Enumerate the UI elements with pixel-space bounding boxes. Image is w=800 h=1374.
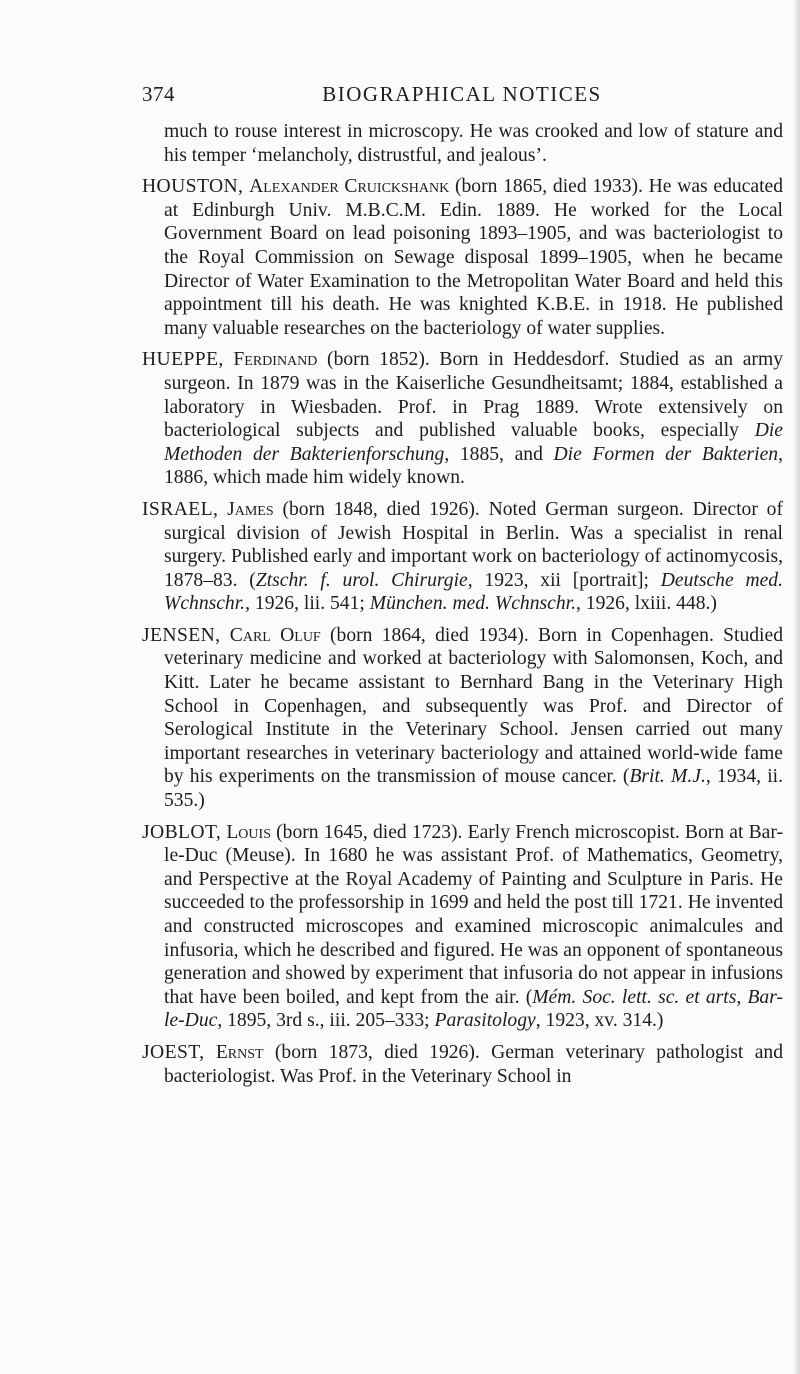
entry-text: (born 1645, died 1723). Early French microscopist. Born at Bar-le-Duc (Meuse). In 1680 he was assistant Prof. of Mathematics, Geometry, and Perspective at the Royal Academy of Painting and Sculpture in Paris. He succeeded to the professorship in 1699 and held the post till 1721. He invented and constructed microscopes and examined microscopic animalcules and infusoria, which he described and figured. He was an opponent of spontaneous generation and showed by experiment that infusoria do not appear in infusions that have been boiled, and kept from the air. (: [164, 821, 783, 1008]
entry-text: (born 1852). Born in Heddesdorf. Studied as an army surgeon. In 1879 was in the Kaiserliche Gesundheitsamt; 1884, established a laboratory in Wiesbaden. Prof. in Prag 1889. Wrote extensively on bacteriological subjects and published valuable books, especially: [164, 349, 783, 442]
entry-text: , 1934, ii. 535.): [164, 766, 783, 812]
given-names: Carl Oluf: [229, 624, 321, 646]
biography-entry: [142, 624, 783, 813]
entry-text: [218, 499, 227, 520]
surname: JOEST,: [142, 1041, 205, 1063]
citation-title: München. med. Wchnschr.: [369, 593, 576, 615]
entry-text: , 1926, lxiii. 448.): [575, 593, 717, 615]
citation-title: Ztschr. f. urol. Chirurgie: [255, 569, 468, 591]
page-edge: [794, 0, 800, 1374]
given-names: Ernst: [215, 1041, 264, 1063]
biography-entry: [142, 1041, 783, 1088]
running-title: BIOGRAPHICAL NOTICES: [322, 82, 602, 106]
entry-text: [224, 349, 234, 370]
surname: HUEPPE,: [142, 349, 224, 371]
given-names: Ferdinand: [233, 349, 318, 371]
surname: ISRAEL,: [142, 498, 219, 520]
entry-text: , 1895, 3rd s., iii. 205–333;: [217, 1010, 435, 1032]
entry-text: (born 1865, died 1933). He was educated at Edinburgh Univ. M.B.C.M. Edin. 1889. He worked for the Local Government Board on lead poisoning 1893–1905, and was bacteriologist to the Royal Commission on Sewage disposal 1899–1905, when he became Director of Water Examination to the Metropolitan Water Board and held this appointment till his death. He was knighted K.B.E. in 1918. He published many valuable researches on the bacteriology of water supplies.: [164, 176, 784, 339]
given-names: James: [227, 498, 274, 520]
biography-entry: [142, 175, 783, 340]
surname: JOBLOT,: [142, 821, 222, 843]
entry-text: , 1885, and: [444, 443, 554, 465]
entry-text: (born 1864, died 1934). Born in Copenhagen. Studied veterinary medicine and worked at bacteriology with Salomonsen, Koch, and Kitt. Later he became assistant to Bernhard Bang in the Veterinary High School in Copenhagen, and subsequently was Prof. and Director of Serological Institute in the Veterinary School. Jensen carried out many important researches in veterinary bacteriology and attained world-wide fame by his experiments on the transmission of mouse cancer. (: [164, 624, 783, 788]
entry-text: , 1923, xii [portrait];: [467, 569, 661, 591]
citation-title: Brit. M.J.: [629, 766, 706, 788]
entry-text: , 1886, which made him widely known.: [164, 443, 783, 489]
entry-text: [220, 625, 229, 646]
citation-title: Die Methoden der Bakterienforschung: [164, 420, 783, 465]
citation-title: Mém. Soc. lett. sc. et arts, Bar-le-Duc: [164, 986, 783, 1032]
entry-text: , 1926, lii. 541;: [245, 593, 370, 615]
surname: HOUSTON,: [142, 176, 244, 198]
body-text: [142, 120, 783, 1096]
entry-text: (born 1873, died 1926). German veterinary pathologist and bacteriologist. Was Prof. in the Veterinary School in: [164, 1041, 783, 1087]
citation-title: Die Formen der Bakterien: [553, 443, 779, 465]
biography-entry: [142, 498, 783, 616]
entry-text: , 1923, xv. 314.): [535, 1010, 664, 1032]
page-number: 374: [142, 82, 175, 106]
surname: JENSEN,: [142, 624, 221, 646]
biography-entry: [142, 821, 783, 1033]
citation-title: Parasitology: [434, 1010, 536, 1032]
given-names: Alexander Cruickshank: [249, 176, 450, 198]
continued-paragraph: [142, 120, 783, 167]
citation-title: Deutsche med. Wchnschr.: [164, 569, 783, 615]
entry-text: (born 1848, died 1926). Noted German surgeon. Director of surgical division of Jewish Hospital in Berlin. Was a specialist in renal surgery. Published early and important work on bacteriology of actinomycosis, 1878–83. (: [164, 498, 784, 591]
entry-text: [204, 1042, 215, 1063]
page-header: [142, 82, 782, 112]
entry-text: much to rouse interest in microscopy. He was crooked and low of stature and his temper ‘melancholy, distrustful, and jealous’.: [164, 121, 783, 166]
given-names: Louis: [226, 821, 271, 843]
biography-entry: [142, 348, 783, 490]
